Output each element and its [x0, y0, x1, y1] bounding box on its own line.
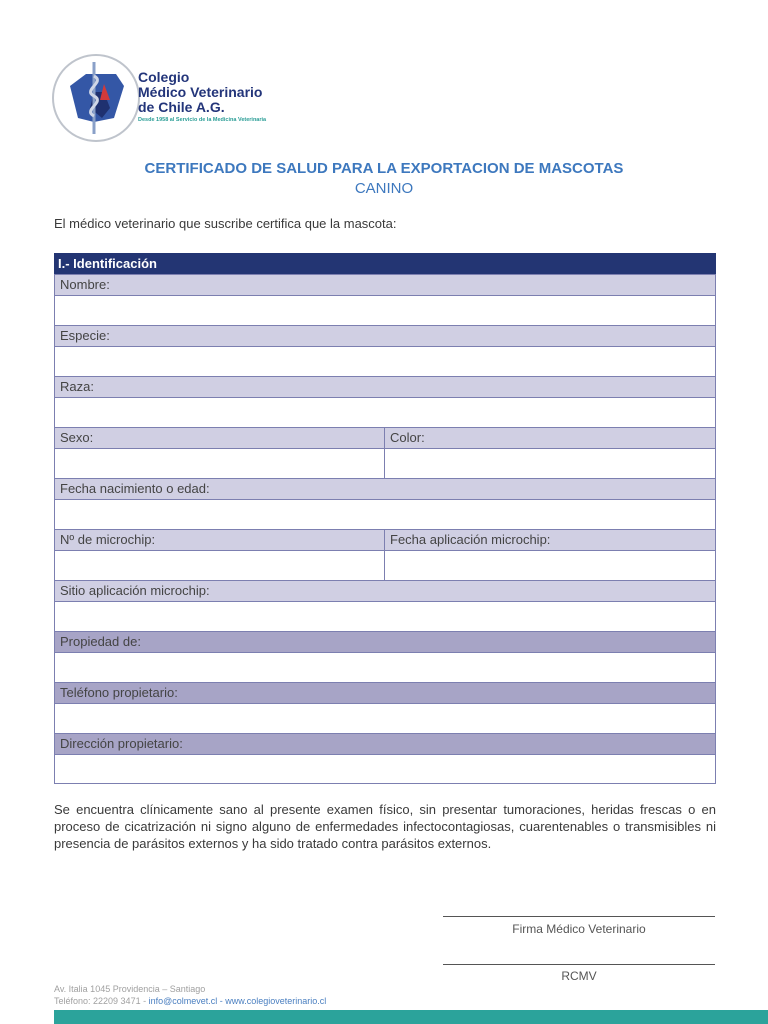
- raza-field[interactable]: [54, 397, 716, 427]
- document-subtitle: CANINO: [354, 180, 414, 197]
- label-row: [54, 274, 716, 295]
- especie-label: Especie:: [60, 328, 110, 343]
- signature-line: [443, 916, 715, 917]
- sitio-microchip-field[interactable]: [54, 601, 716, 631]
- footer-separator: -: [217, 996, 226, 1006]
- signature-label: Firma Médico Veterinario: [512, 922, 646, 936]
- fecha-nacimiento-label: Fecha nacimiento o edad:: [60, 481, 210, 496]
- nombre-label: Nombre:: [60, 277, 110, 292]
- direccion-label: Dirección propietario:: [60, 736, 183, 751]
- label-row: [54, 376, 716, 397]
- especie-field[interactable]: [54, 346, 716, 376]
- label-row: [54, 682, 716, 703]
- footer-address: Av. Italia 1045 Providencia – Santiago: [54, 984, 206, 994]
- footer-email-link[interactable]: info@colmevet.cl: [148, 996, 218, 1006]
- propiedad-field[interactable]: [54, 652, 716, 682]
- propiedad-label: Propiedad de:: [60, 634, 141, 649]
- intro-text: El médico veterinario que suscribe certifica que la mascota:: [54, 216, 397, 231]
- microchip-field[interactable]: [55, 551, 385, 580]
- sexo-label: Sexo:: [55, 428, 385, 448]
- value-row: [54, 448, 716, 478]
- identification-form: [54, 253, 716, 784]
- fecha-nacimiento-field[interactable]: [54, 499, 716, 529]
- college-logo: [52, 54, 292, 144]
- section-header: I.- Identificación: [54, 253, 716, 274]
- rcmv-line: [443, 964, 715, 965]
- label-row: [54, 325, 716, 346]
- document-title: CERTIFICADO DE SALUD PARA LA EXPORTACION DE MASCOTAS: [144, 160, 624, 177]
- logo-line-3: de Chile A.G.: [138, 99, 225, 115]
- footer-website-link[interactable]: www.colegioveterinario.cl: [225, 996, 327, 1006]
- sexo-field[interactable]: [55, 449, 385, 478]
- direccion-field[interactable]: [54, 754, 716, 784]
- label-row: [54, 733, 716, 754]
- label-row: [54, 529, 716, 550]
- rcmv-label: RCMV: [561, 969, 597, 983]
- caduceus-icon: [54, 56, 138, 140]
- logo-line-2: Médico Veterinario: [138, 84, 263, 100]
- logo-line-1: Colegio: [138, 69, 190, 85]
- telefono-field[interactable]: [54, 703, 716, 733]
- footer-phone: Teléfono: 22209 3471 -: [54, 996, 149, 1006]
- microchip-label: Nº de microchip:: [55, 530, 385, 550]
- color-field[interactable]: [385, 449, 715, 478]
- footer-bar: [54, 1010, 768, 1024]
- fecha-microchip-label: Fecha aplicación microchip:: [390, 532, 551, 547]
- label-row: [54, 478, 716, 499]
- label-row: [54, 631, 716, 652]
- telefono-label: Teléfono propietario:: [60, 685, 178, 700]
- color-label: Color:: [390, 430, 425, 445]
- footer-contact: [54, 996, 326, 1006]
- health-statement: Se encuentra clínicamente sano al presente examen físico, sin presentar tumoraciones, heridas frescas o en proceso de cicatrización ni signo alguno de enfermedades infectocontagiosas, cuarentenables o transmisibles ni presencia de parásitos externos y ha sido tratado contra parásitos externos.: [54, 802, 716, 851]
- fecha-microchip-field[interactable]: [385, 551, 715, 580]
- raza-label: Raza:: [60, 379, 94, 394]
- value-row: [54, 550, 716, 580]
- logo-tagline: Desde 1958 al Servicio de la Medicina Veterinaria: [138, 117, 267, 123]
- sitio-microchip-label: Sitio aplicación microchip:: [60, 583, 210, 598]
- label-row: [54, 427, 716, 448]
- label-row: [54, 580, 716, 601]
- nombre-field[interactable]: [54, 295, 716, 325]
- logo-name: [138, 70, 262, 115]
- logo-emblem: [52, 54, 140, 142]
